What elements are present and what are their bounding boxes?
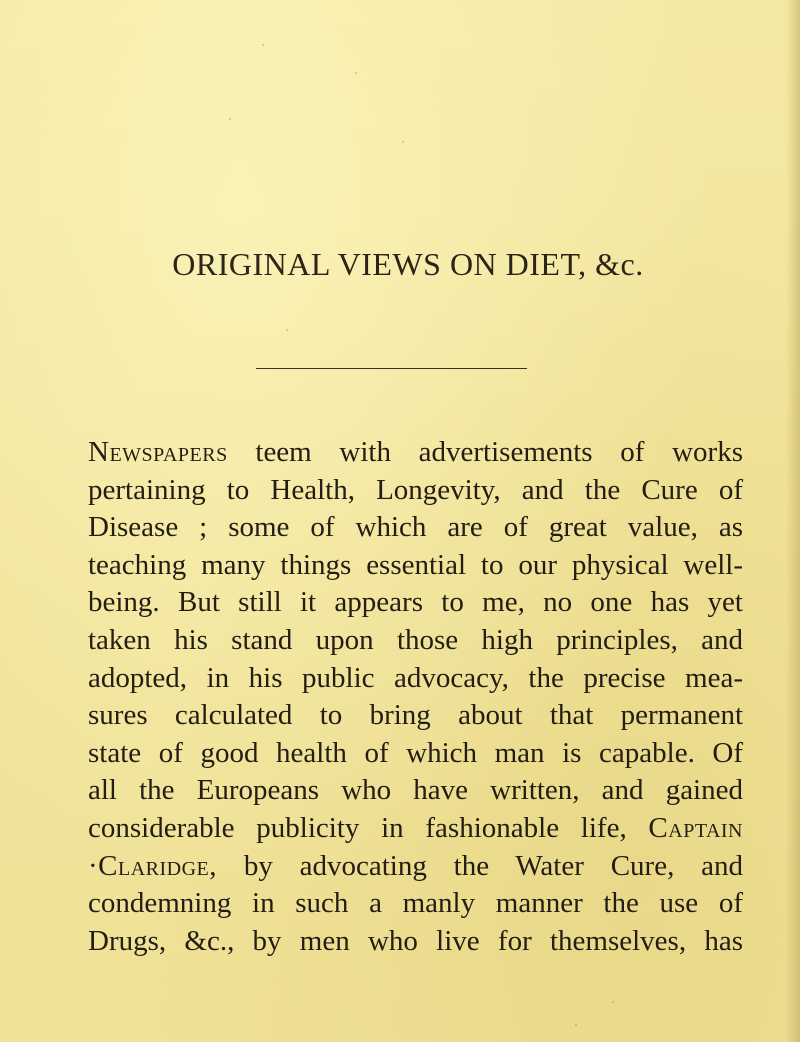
text-line [88,434,743,472]
text-line: taken his stand upon those high principles, and [88,623,743,656]
text-line: condemning in such a manly manner the use of [88,887,743,920]
paper-speck [286,329,288,331]
text-line: teaching many things essential to our physical well- [88,548,743,581]
text-fragment: considerable publicity in fashionable life, [88,811,649,844]
text-line [88,848,743,886]
text-line: Drugs, &c., by men who live for themselves, has [88,924,743,957]
paper-speck [402,141,404,143]
page-title: ORIGINAL VIEWS ON DIET, &c. [172,246,644,282]
text-fragment: teem with advertisements of works [227,436,743,468]
title-divider [256,368,527,369]
paper-speck [262,44,264,46]
text-fragment: by advocating the Water Cure, and [217,849,743,882]
small-caps-name: ·Claridge, [88,849,218,882]
text-line: pertaining to Health, Longevity, and the Cure of [88,473,743,506]
paper-speck [229,118,231,120]
small-caps-lead: Newspapers [88,436,228,468]
text-line: adopted, in his public advocacy, the precise mea- [88,661,743,694]
body-paragraph [88,434,743,960]
paper-speck [575,1024,577,1026]
text-line: being. But still it appears to me, no one has yet [88,586,743,619]
page-edge-shadow [786,0,800,1042]
paper-speck [612,1001,614,1003]
text-line [88,810,743,848]
text-line: state of good health of which man is capable. Of [88,736,743,769]
text-line: all the Europeans who have written, and gained [88,774,743,807]
text-line: sures calculated to bring about that permanent [88,699,743,732]
paper-speck [355,72,357,74]
small-caps-name: Captain [648,811,743,844]
text-line: Disease ; some of which are of great value, as [88,511,743,544]
